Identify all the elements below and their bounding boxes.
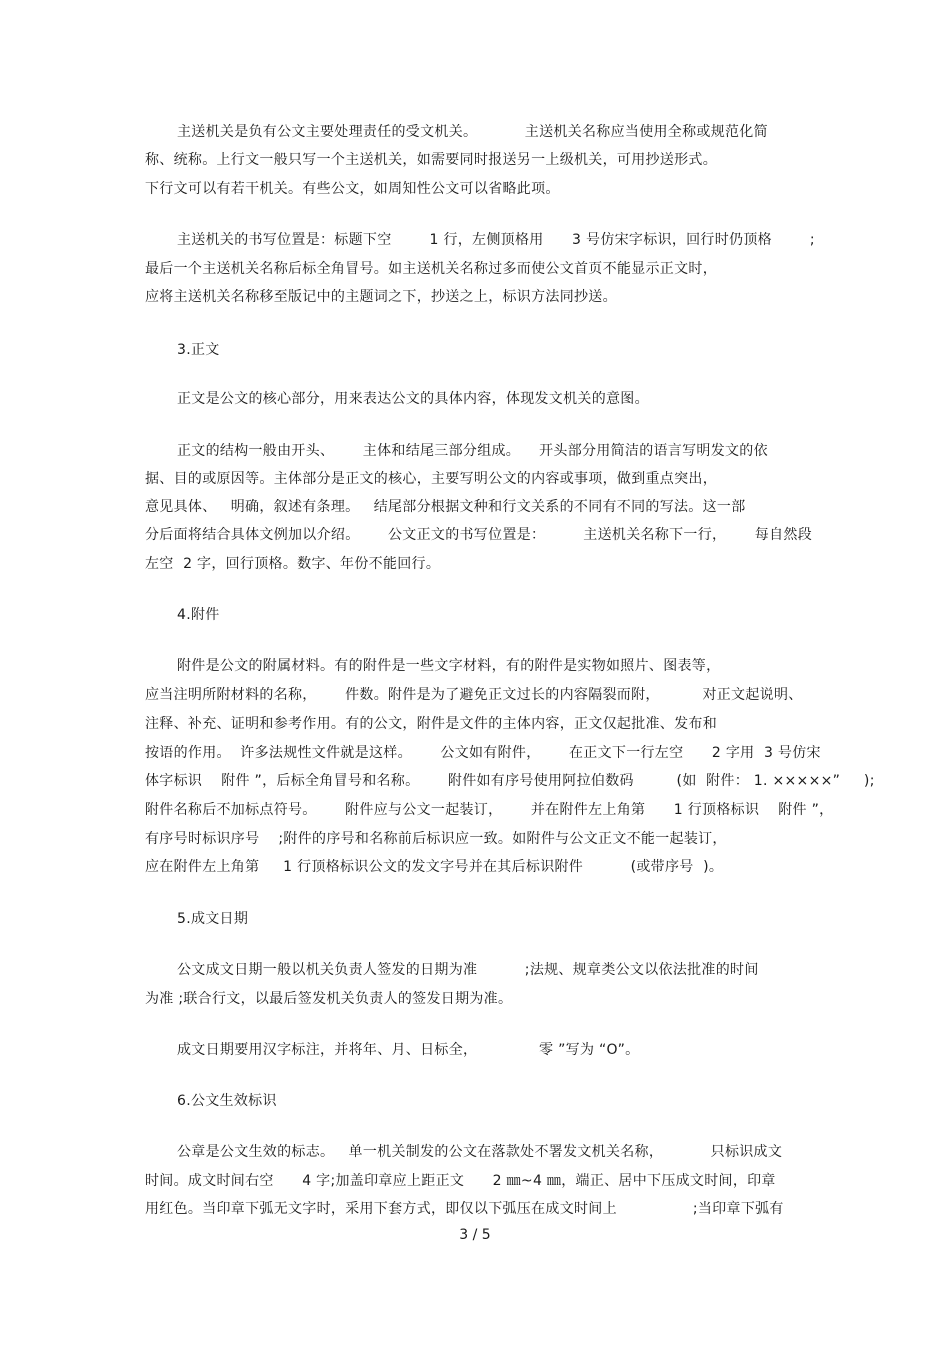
paragraph-line: 应将主送机关名称移至版记中的主题词之下，抄送之上，标识方法同抄送。 [145, 289, 617, 305]
paragraph-line: 最后一个主送机关名称后标全角冒号。如主送机关名称过多而使公文首页不能显示正文时， [145, 261, 717, 277]
section-heading: 6.公文生效标识 [177, 1093, 277, 1109]
paragraph-line: 主送机关的书写位置是：标题下空 1 行，左侧顶格用 3 号仿宋字标识，回行时仍顶格 ; [177, 232, 815, 248]
paragraph-line: 用红色。当印章下弧无文字时，采用下套方式，即仅以下弧压在成文时间上 ;当印章下弧有 [145, 1201, 784, 1217]
section-heading: 3.正文 [177, 342, 220, 358]
paragraph-line: 分后面将结合具体文例加以介绍。 公文正文的书写位置是： 主送机关名称下一行， 每自然段 [145, 527, 813, 543]
paragraph-line: 下行文可以有若干机关。有些公文，如周知性公文可以省略此项。 [145, 181, 560, 197]
paragraph-line: 公章是公文生效的标志。 单一机关制发的公文在落款处不署发文机关名称， 只标识成文 [177, 1144, 783, 1160]
section-heading: 5.成文日期 [177, 911, 249, 927]
paragraph-line: 按语的作用。 许多法规性文件就是这样。 公文如有附件， 在正文下一行左空 2 字用 3 号仿宋 [145, 745, 821, 761]
paragraph-line: 公文成文日期一般以机关负责人签发的日期为准 ;法规、规章类公文以依法批准的时间 [177, 962, 759, 978]
section-heading: 4.附件 [177, 607, 220, 623]
paragraph-line: 为准 ;联合行文，以最后签发机关负责人的签发日期为准。 [145, 991, 513, 1007]
paragraph-line: 附件是公文的附属材料。有的附件是一些文字材料，有的附件是实物如照片、图表等， [177, 658, 721, 674]
paragraph-line: 应在附件左上角第 1 行顶格标识公文的发文字号并在其后标识附件 (或带序号 )。 [145, 859, 724, 875]
paragraph-line: 有序号时标识序号 ;附件的序号和名称前后标识应一致。如附件与公文正文不能一起装订， [145, 831, 727, 847]
paragraph-line: 体字标识 附件 ”，后标全角冒号和名称。 附件如有序号使用阿拉伯数码 (如 附件： 1. ×××××” ); [145, 773, 875, 789]
paragraph-line: 正文的结构一般由开头、 主体和结尾三部分组成。 开头部分用简洁的语言写明发文的依 [177, 443, 768, 459]
paragraph-line: 正文是公文的核心部分，用来表达公文的具体内容，体现发文机关的意图。 [177, 391, 649, 407]
paragraph-line: 主送机关是负有公文主要处理责任的受文机关。 主送机关名称应当使用全称或规范化简 [177, 124, 768, 140]
paragraph-line: 时间。成文时间右空 4 字;加盖印章应上距正文 2 ㎜~4 ㎜，端正、居中下压成文时间，印章 [145, 1173, 776, 1189]
paragraph-line: 意见具体、 明确，叙述有条理。 结尾部分根据文种和行文关系的不同有不同的写法。这一部 [145, 499, 746, 515]
paragraph-line: 左空 2 字，回行顶格。数字、年份不能回行。 [145, 556, 441, 572]
paragraph-line: 应当注明所附材料的名称， 件数。附件是为了避免正文过长的内容隔裂而附， 对正文起说明、 [145, 687, 803, 703]
paragraph-line: 称、统称。上行文一般只写一个主送机关，如需要同时报送另一上级机关，可用抄送形式。 [145, 152, 717, 168]
paragraph-line: 注释、补充、证明和参考作用。有的公文，附件是文件的主体内容，正文仅起批准、发布和 [145, 716, 717, 732]
paragraph-line: 附件名称后不加标点符号。 附件应与公文一起装订， 并在附件左上角第 1 行顶格标识 附件 ”， [145, 802, 834, 818]
paragraph-line: 据、目的或原因等。主体部分是正文的核心，主要写明公文的内容或事项，做到重点突出， [145, 471, 717, 487]
paragraph-line: 成文日期要用汉字标注，并将年、月、日标全， 零 ”写为 “O”。 [177, 1042, 640, 1058]
page-number: 3 / 5 [459, 1227, 491, 1243]
